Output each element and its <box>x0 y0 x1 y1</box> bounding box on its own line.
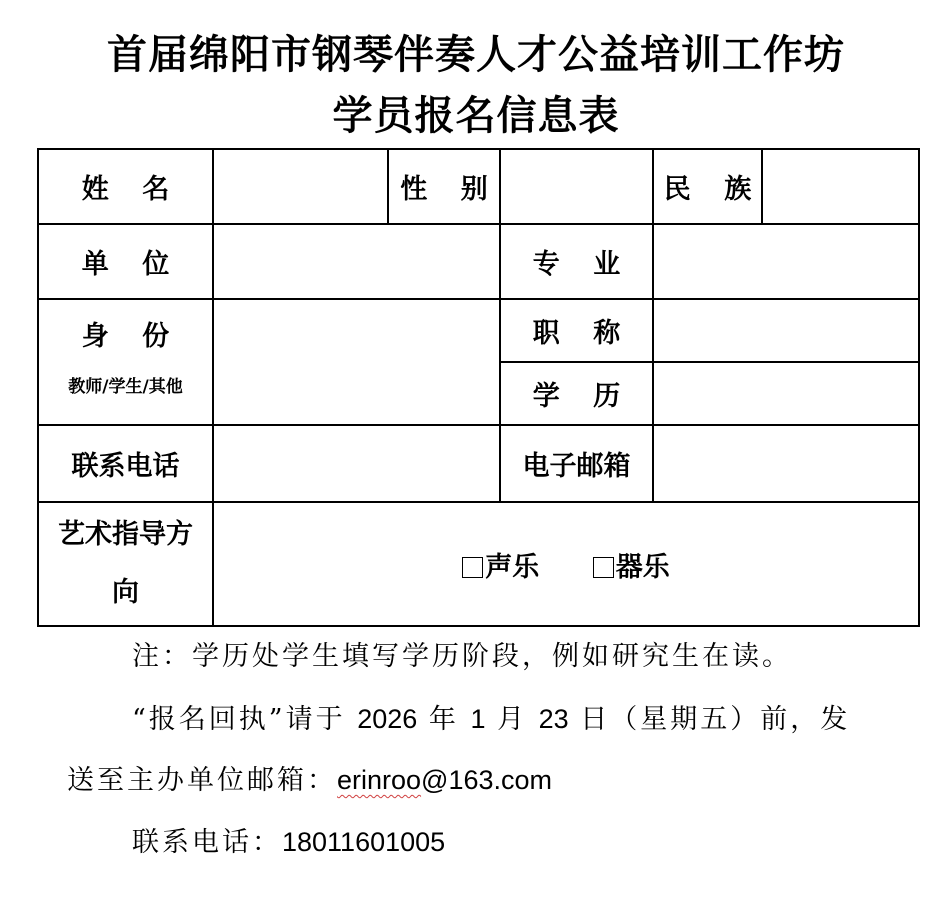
gender-label-cell <box>388 149 500 224</box>
name-input-cell[interactable] <box>213 149 388 224</box>
instrumental-option[interactable] <box>593 545 670 584</box>
phone-input-cell[interactable] <box>213 425 500 502</box>
deadline-year: 2026 <box>357 704 418 734</box>
deadline-day: 23 <box>538 704 569 734</box>
contact-email[interactable] <box>337 765 552 795</box>
title-input-cell[interactable] <box>653 299 919 362</box>
name-label: 姓 名 <box>81 174 182 205</box>
employer-label: 单 位 <box>81 249 182 280</box>
education-label-cell <box>500 362 653 425</box>
note-education: 注：学历处学生填写学历阶段，例如研究生在读。 <box>132 641 792 672</box>
instrumental-option-label: 器乐 <box>615 551 670 583</box>
identity-options-hint: 教师/学生/其他 <box>68 377 183 397</box>
document-title-line1: 首届绵阳市钢琴伴奏人才公益培训工作坊 <box>107 32 845 78</box>
employer-label-cell <box>38 224 213 299</box>
gender-input-cell[interactable] <box>500 149 653 224</box>
title-label-cell <box>500 299 653 362</box>
ethnicity-input-cell[interactable] <box>762 149 919 224</box>
email-label-cell <box>500 425 653 502</box>
registration-form-table <box>37 148 920 627</box>
email-label: 电子邮箱 <box>522 451 631 482</box>
deadline-month: 1 <box>470 704 486 734</box>
note-deadline <box>132 702 850 737</box>
note-deadline-year-unit: 年 <box>417 704 471 735</box>
note-email-prefix: 送至主办单位邮箱： <box>67 765 337 796</box>
direction-label-line1: 艺术指导方 <box>58 519 193 550</box>
direction-options-cell <box>213 502 919 626</box>
vocal-option-label: 声乐 <box>485 551 540 583</box>
ethnicity-label-cell <box>653 149 762 224</box>
name-label-cell <box>38 149 213 224</box>
gender-label: 性 别 <box>400 174 500 205</box>
note-deadline-prefix: “报名回执”请于 <box>132 704 358 735</box>
note-phone <box>132 825 445 860</box>
vocal-checkbox[interactable] <box>462 557 483 578</box>
education-input-cell[interactable] <box>653 362 919 425</box>
identity-input-cell[interactable] <box>213 299 500 425</box>
document-title-line2: 学员报名信息表 <box>332 93 620 139</box>
title-label: 职 称 <box>532 318 633 349</box>
phone-label: 联系电话 <box>71 451 180 482</box>
contact-email-domain: @163.com <box>421 765 553 795</box>
instrumental-checkbox[interactable] <box>593 557 614 578</box>
major-label: 专 业 <box>532 249 633 280</box>
contact-phone: 18011601005 <box>282 827 446 857</box>
major-input-cell[interactable] <box>653 224 919 299</box>
note-email <box>67 763 552 798</box>
contact-email-user: erinroo <box>337 765 422 795</box>
email-input-cell[interactable] <box>653 425 919 502</box>
employer-input-cell[interactable] <box>213 224 500 299</box>
note-deadline-suffix: 日（星期五）前，发 <box>568 704 851 735</box>
vocal-option[interactable] <box>462 545 539 584</box>
note-deadline-month-unit: 月 <box>485 704 539 735</box>
phone-label-cell <box>38 425 213 502</box>
note-phone-prefix: 联系电话： <box>132 827 282 858</box>
education-label: 学 历 <box>532 381 633 412</box>
identity-label: 身 份 <box>81 321 182 352</box>
ethnicity-label: 民 族 <box>663 174 764 205</box>
direction-label-line2: 向 <box>112 577 139 608</box>
major-label-cell <box>500 224 653 299</box>
direction-label-cell <box>38 502 213 626</box>
identity-label-cell <box>38 299 213 425</box>
